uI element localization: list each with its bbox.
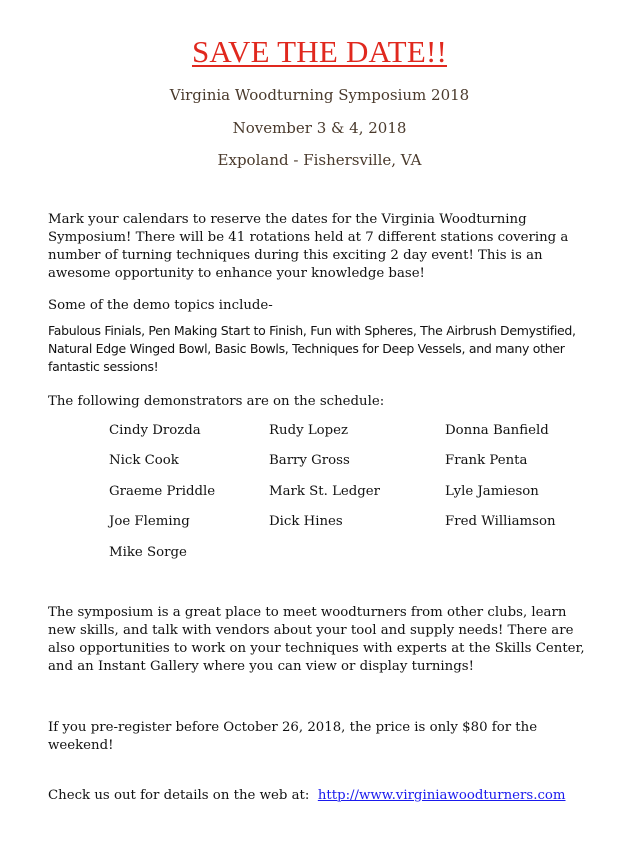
price-paragraph: If you pre-register before October 26, 2018, the price is only $80 for the weekend! [48, 720, 538, 753]
demonstrator-name: Nick Cook [109, 453, 179, 468]
intro-paragraph: Mark your calendars to reserve the dates for the Virginia Woodturning Symposium! There will be 41 rotations held at 7 different stations covering a number of turning techniques during this exciting 2 day event! This is an awesome opportunity to enhance your knowledge base! [48, 212, 569, 281]
page-title: SAVE THE DATE!! [191, 34, 447, 69]
demonstrator-name: Lyle Jamieson [445, 484, 539, 499]
demonstrator-name: Mark St. Ledger [269, 484, 381, 499]
demonstrator-name: Joe Fleming [109, 514, 190, 529]
demonstrator-name: Barry Gross [269, 453, 350, 468]
demo-topics-label: Some of the demo topics include- [48, 298, 273, 313]
demonstrators-label: The following demonstrators are on the schedule: [48, 394, 385, 409]
demonstrator-name: Graeme Priddle [109, 484, 216, 499]
demonstrator-name: Dick Hines [269, 514, 343, 529]
demonstrators-grid [109, 423, 589, 573]
website-link[interactable]: http://www.virginiawoodturners.com [317, 788, 566, 803]
event-name: Virginia Woodturning Symposium 2018 [169, 86, 470, 104]
demonstrator-name: Cindy Drozda [109, 423, 201, 438]
demonstrator-name: Mike Sorge [109, 545, 187, 560]
demonstrator-name: Rudy Lopez [269, 423, 349, 438]
demo-topics-list: Fabulous Finials, Pen Making Start to Finish, Fun with Spheres, The Airbrush Demystified, Natural Edge Winged Bowl, Basic Bowls, Techniques for Deep Vessels, and many other fantastic sessions! [48, 323, 576, 374]
demonstrator-name: Donna Banfield [445, 423, 549, 438]
web-prefix: Check us out for details on the web at: [48, 788, 318, 803]
event-dates: November 3 & 4, 2018 [232, 119, 407, 137]
event-location: Expoland - Fishersville, VA [217, 151, 422, 169]
symposium-paragraph: The symposium is a great place to meet woodturners from other clubs, learn new skills, and talk with vendors about your tool and supply needs! There are also opportunities to work on your techniques with experts at the Skills Center, and an Instant Gallery where you can view or display turnings! [48, 605, 585, 674]
demonstrator-name: Frank Penta [445, 453, 528, 468]
demonstrator-name: Fred Williamson [445, 514, 556, 529]
web-line [48, 787, 608, 805]
